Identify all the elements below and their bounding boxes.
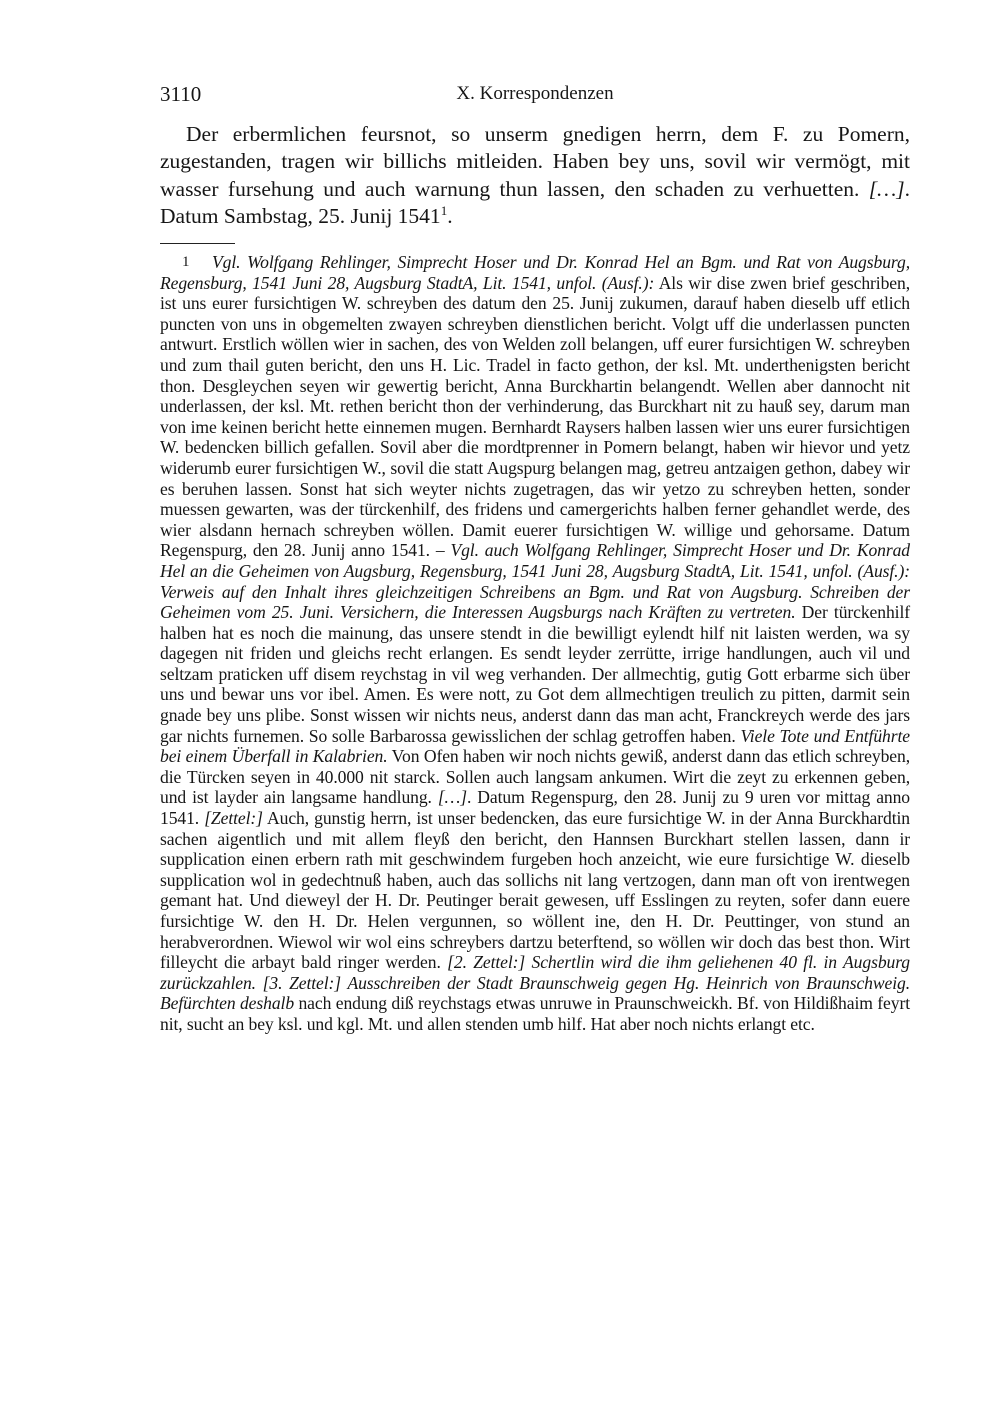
page-number: 3110 bbox=[160, 82, 202, 106]
footnote-segment-italic: Vgl. Wolfgang Rehlinger, Simprecht Hoser und Dr. Konrad Hel an Bgm. und Rat von Augsburg, Regensburg, 1541 Juni 28, Augsburg StadtA, Lit. 1541, unfol. (Ausf.): bbox=[160, 252, 910, 293]
main-text-segment: Der erbermlichen feursnot, so unserm gnedigen herrn, dem F. zu Pomern, zugestanden, tragen wir billichs mitleiden. Haben bey uns, sovil wir vermögt, mit wasser fursehung und auch warnung thun lassen, den schaden zu verhuetten. bbox=[160, 122, 910, 201]
footnote-segment-italic: Vgl. auch Wolfgang Rehlinger, Simprecht Hoser und Dr. Konrad Hel an die Geheimen von Augsburg, Regensburg, 1541 Juni 28, Augsburg StadtA, Lit. 1541, unfol. (Ausf.): Verweis auf den Inhalt ihres gleichzeitigen Schreibens an Bgm. und Rat von Augsburg. Schreiben der Geheimen vom 25. Juni. Versichern, die Interessen Augsburgs nach Kräften zu vertreten. bbox=[160, 540, 910, 623]
footnote-number: 1 bbox=[182, 254, 190, 270]
footnote-segment-italic: [Zettel:] bbox=[204, 808, 263, 829]
footnote-segment-italic: [2. Zettel:] Schertlin wird die ihm geliehenen 40 fl. in Augsburg zurückzahlen. [3. Zettel:] Ausschreiben der Stadt Braunschweig gegen Hg. Heinrich von Braunschweig. Befürchten deshalb bbox=[160, 952, 910, 1014]
running-head: X. Korrespondenzen bbox=[456, 83, 614, 104]
page-header bbox=[160, 80, 910, 108]
footnote-segment: Auch, gunstig herrn, ist unser bedencken, das eure fursichtige W. in der Anna Burckhardtin sachen aigentlich und mit allem fleyß den bericht, den Hannsen Burckhart stellen lassen, dann ir supplication einen erbern rath mit geschwindem furgeben hoch anzeicht, wie eure fursichtige W. dieselb supplication wol in gedechtnuß haben, auch das sollichs nit lang vertzogen, dann man oft von irentwegen gemant hat. Und dieweyl der H. Dr. Peutinger berait gewesen, uff Esslingen zu reyten, sofer dann euere fursichtige W. den H. Dr. Helen vergunnen, so wöllent ine, den H. Dr. Peuttinger, von stund an herabverordnen. Wiewol wir wol eins schreybers dartzu beterftend, so wöllen wir doch das best thon. Wirt filleycht die arbayt bald ringer werden. bbox=[160, 808, 910, 973]
footnote-segment: nach endung diß reychstags etwas unruwe in Praunschweickh. Bf. von Hildißhaim feyrt nit, sucht an bey ksl. und kgl. Mt. und allen stenden umb hilf. Hat aber noch nichts erlangt etc. bbox=[160, 993, 910, 1034]
footnote-reference[interactable]: 1 bbox=[440, 202, 448, 218]
footnote-segment-italic: Viele Tote und Entführte bei einem Überfall in Kalabrien. bbox=[160, 725, 910, 767]
footnote-segment: . Datum Regenspurg, den 28. Junij zu 9 uren vor mittag anno 1541. bbox=[160, 787, 911, 829]
main-text-segment: . Datum Sambstag, 25. Junij 1541 bbox=[160, 176, 910, 228]
footnote-segment: Als wir dise zwen brief geschriben, ist uns eurer fursichtigen W. schreyben des datum den 25. Junij zukumen, darauf haben dieselb uff etlich puncten von uns in obgemelten zwayen schreyben dienstlichen bericht. Volgt uff die underlassen puncten antwurt. Erstlich wöllen wier in sachen, des von Welden zoll belangen, uff eurer fursichtigen W. schreyben und zum thail guten bericht, den uns H. Lic. Tradel in facto gethon, der ksl. Mt. underthenigsten bericht thon. Desgleychen seyen wir gewertig bericht, Anna Burckhartin belangendt. Wellen aber dannocht nit underlassen, der ksl. Mt. rethen bericht thon der verhinderung, das Burckhart nit zu hauß sey, darum man von ime keinen bericht hette einnemen mugen. Bernhardt Raysers halben lassen wier uns eurer fursichtigen W. bedencken billich gefallen. Sovil aber die mordtprenner in Pomern belangt, haben wir hievor und yetz widerumb eurer fursichtigen W., sovil die statt Augspurg belangen mag, getreu antzaigen gethon, dabey wir es beruhen lassen. Sonst hat sich weyter nichts zugetragen, das wir yetzo zu schreyben hetten, sonder muessen gewarten, was der türckenhilf, des fridens und camergerichts halben ferner gehandlet werde, des wier alsdann hernach schreyben wöllen. Damit euerer fursichtigen W. willige und gehorsame. Datum Regenspurg, den 28. Junij anno 1541. – bbox=[160, 272, 910, 561]
main-paragraph: Der erbermlichen feursnot, so unserm gnedigen herrn, dem F. zu Pomern, zugestanden, tragen wir billichs mitleiden. Haben bey uns, sovil wir vermögt, mit wasser fursehung und auch warnung thun lassen, den schaden zu verhuetten. […]. Datum Sambstag, 25. Junij 1541$^1$. bbox=[160, 122, 910, 228]
footnote-separator bbox=[160, 243, 235, 244]
footnote-segment-italic: […] bbox=[437, 787, 467, 808]
footnote-segment: Von Ofen haben wir noch nichts gewiß, anderst dann das etlich schreyben, die Türcken seyen in 40.000 nit starck. Sollen auch langsam ankumen. Wirt die zeyt zu erkennen geben, und ist layder ain langsame handlung. bbox=[160, 746, 910, 808]
footnote bbox=[160, 252, 910, 1035]
footnote-segment: Der türckenhilf halben hat es noch die mainung, das unsere stendt in die bewilligt eylendt hilf nit laisten werden, wa sy dagegen nit friden und gleichs recht erlangen. Es sendt leyder zerrütte, irrige handlungen, auch vil und seltzam praticken uff disem reychstag in vil weg verhanden. Der allmechtig, gutig Gott erbarme sich über uns und bewar uns vor ibel. Amen. Es were nott, zu Got dem allmechtigen treulich zu pitten, darmit sein gnade bey uns plibe. Sonst wissen wir nichts neus, anderst dann das man acht, Franckreych werde des jars gar nichts furnemen. So solle Barbarossa gewisslichen der schlag getroffen haben. bbox=[160, 602, 910, 746]
main-text-segment-italic: […] bbox=[868, 176, 905, 201]
